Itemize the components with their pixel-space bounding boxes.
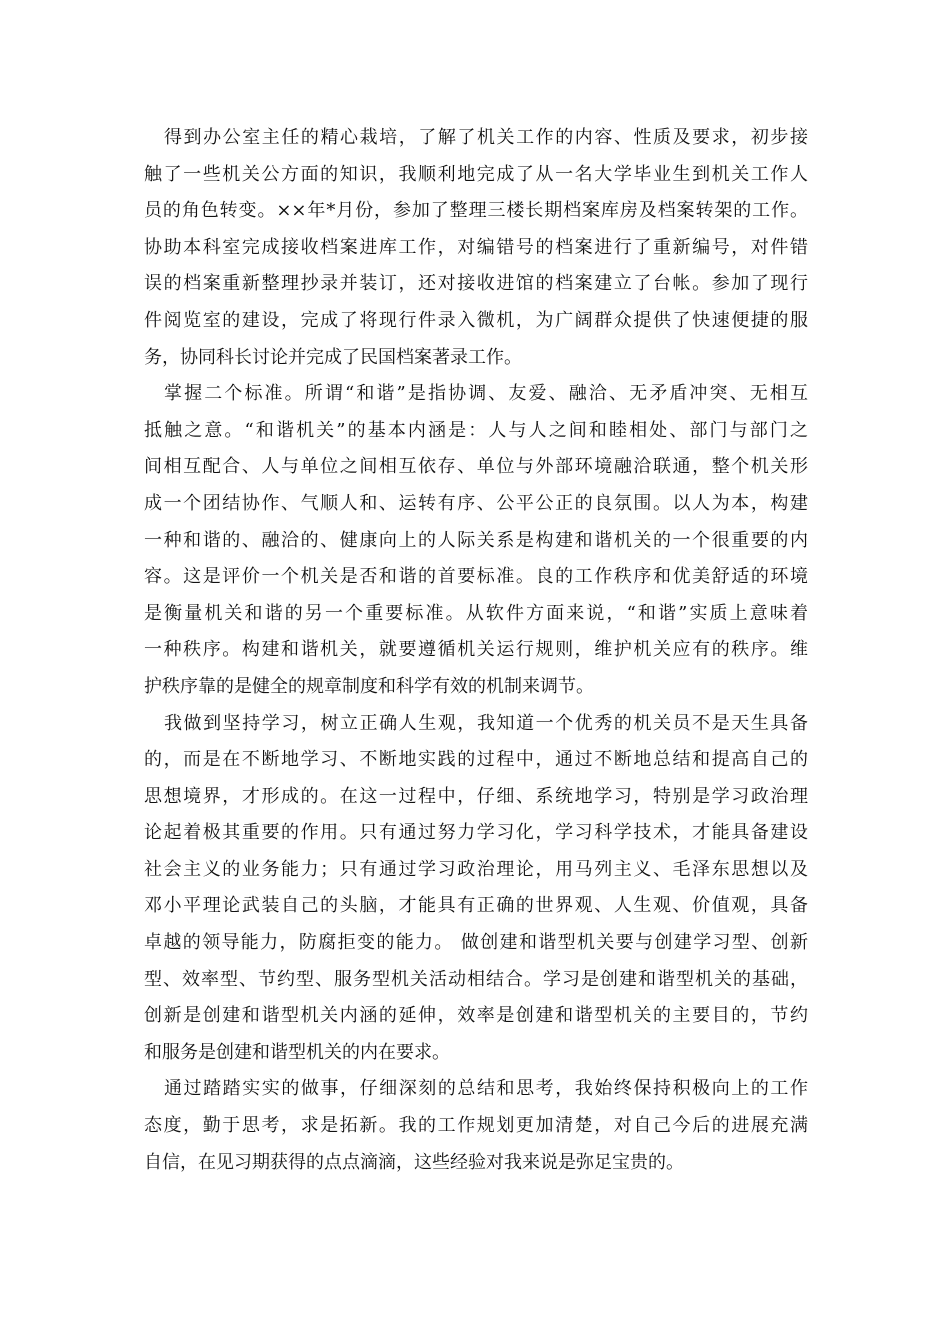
paragraph-2-line-4: 成一个团结协作、气顺人和、运转有序、公平公正的良氛围。以人为本，构建 [144,492,808,514]
paragraph-3-line-3: 思想境界，才形成的。在这一过程中，仔细、系统地学习，特别是学习政治理 [144,785,808,807]
paragraph-2-line-5: 一种和谐的、融洽的、健康向上的人际关系是构建和谐机关的一个很重要的内 [144,529,808,551]
paragraph-2-line-3: 间相互配合、人与单位之间相互依存、单位与外部环境融洽联通，整个机关形 [144,456,808,478]
paragraph-1-line-1: 得到办公室主任的精心栽培，了解了机关工作的内容、性质及要求，初步接 [164,127,808,148]
paragraph-3-line-9: 创新是创建和谐型机关内涵的延伸，效率是创建和谐型机关的主要目的，节约 [144,1005,808,1027]
paragraph-4-line-1: 通过踏踏实实的做事，仔细深刻的总结和思考，我始终保持积极向上的工作 [164,1078,808,1100]
paragraph-3-line-5: 社会主义的业务能力；只有通过学习政治理论，用马列主义、毛泽东思想以及 [144,858,808,880]
paragraph-1-line-3: 员的角色转变。××年*月份，参加了整理三楼长期档案库房及档案转架的工作。 [144,200,808,222]
paragraph-3-line-4: 论起着极其重要的作用。只有通过努力学习化，学习科学技术，才能具备建设 [144,822,808,844]
document-body [144,120,808,1181]
paragraph-2-line-2: 抵触之意。“和谐机关”的基本内涵是：人与人之间和睦相处、部门与部门之 [144,419,808,441]
paragraph-4-line-2: 态度，勤于思考，求是拓新。我的工作规划更加清楚，对自己今后的进展充满 [144,1115,808,1137]
paragraph-2-line-9: 护秩序靠的是健全的规章制度和科学有效的机制来调节。 [144,675,594,697]
paragraph-1-line-4: 协助本科室完成接收档案进库工作，对编错号的档案进行了重新编号，对件错 [144,236,808,258]
paragraph-3-line-7: 卓越的领导能力，防腐拒变的能力。 做创建和谐型机关要与创建学习型、创新 [144,932,808,954]
paragraph-1-line-7: 务，协同科长讨论并完成了民国档案著录工作。 [144,346,522,368]
paragraph-3-line-6: 邓小平理论武装自己的头脑，才能具有正确的世界观、人生观、价值观，具备 [144,895,808,917]
paragraph-3-line-1: 我做到坚持学习，树立正确人生观，我知道一个优秀的机关员不是天生具备 [164,712,808,734]
paragraph-3-line-10: 和服务是创建和谐型机关的内在要求。 [144,1041,450,1063]
paragraph-2-line-6: 容。这是评价一个机关是否和谐的首要标准。良的工作秩序和优美舒适的环境 [144,566,808,588]
paragraph-1-line-2: 触了一些机关公方面的知识，我顺利地完成了从一名大学毕业生到机关工作人 [144,163,808,185]
paragraph-2-line-8: 一种秩序。构建和谐机关，就要遵循机关运行规则，维护机关应有的秩序。维 [144,639,808,661]
paragraph-2-line-1: 掌握二个标准。所谓“和谐”是指协调、友爱、融洽、无矛盾冲突、无相互 [164,383,808,405]
paragraph-3-line-2: 的，而是在不断地学习、不断地实践的过程中，通过不断地总结和提高自己的 [144,749,808,771]
paragraph-4-line-3: 自信，在见习期获得的点点滴滴，这些经验对我来说是弥足宝贵的。 [144,1151,684,1173]
paragraph-2-line-7: 是衡量机关和谐的另一个重要标准。从软件方面来说，“和谐”实质上意味着 [144,602,808,624]
paragraph-1-line-6: 件阅览室的建设，完成了将现行件录入微机，为广阔群众提供了快速便捷的服 [144,309,808,331]
paragraph-3-line-8: 型、效率型、节约型、服务型机关活动相结合。学习是创建和谐型机关的基础， [144,968,808,990]
paragraph-1-line-5: 误的档案重新整理抄录并装订，还对接收进馆的档案建立了台帐。参加了现行 [144,273,808,295]
